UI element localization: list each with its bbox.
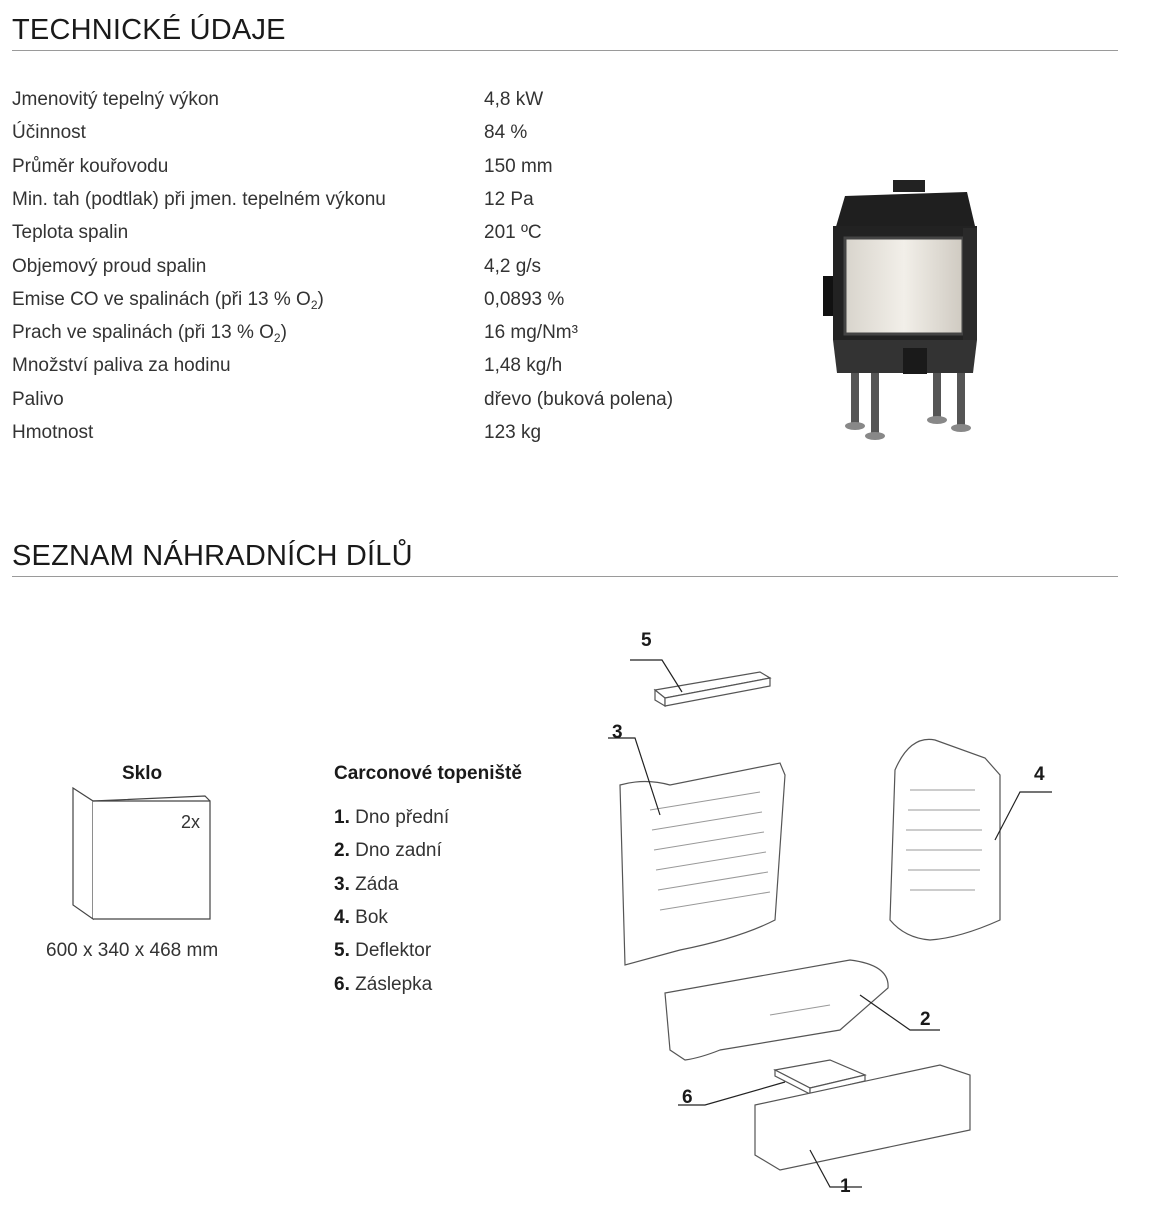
part-name: Dno zadní bbox=[355, 840, 442, 862]
spec-label: Teplota spalin bbox=[12, 222, 129, 244]
part-number: 3. bbox=[334, 873, 350, 895]
callout-3: 3 bbox=[612, 722, 623, 743]
parts-list-item bbox=[334, 840, 442, 862]
spec-label: Účinnost bbox=[12, 122, 86, 144]
part-name: Dno přední bbox=[355, 807, 450, 828]
parts-list-item bbox=[334, 907, 388, 929]
stove-image bbox=[815, 178, 990, 443]
spec-value: 4,2 g/s bbox=[484, 255, 542, 277]
spec-value: 16 mg/Nm³ bbox=[484, 322, 578, 344]
spec-label: Objemový proud spalin bbox=[12, 255, 207, 277]
parts-list-item bbox=[334, 874, 398, 896]
spec-label: Emise CO ve spalinách (při 13 % $O_2$) bbox=[12, 288, 324, 312]
spec-value: 4,8 kW bbox=[484, 89, 544, 110]
part-4-side bbox=[890, 739, 1000, 940]
spec-label: Hmotnost bbox=[12, 422, 94, 443]
spec-value: dřevo (buková polena) bbox=[484, 388, 674, 410]
glass-count: 2x bbox=[181, 812, 201, 832]
spec-value: 123 kg bbox=[484, 422, 542, 443]
spec-label: Průměr kouřovodu bbox=[12, 155, 169, 177]
spec-label: Prach ve spalinách (při 13 % $O_2$) bbox=[12, 322, 287, 346]
spec-value: 84 % bbox=[484, 122, 528, 144]
parts-list-item bbox=[334, 974, 432, 996]
parts-list-item bbox=[334, 940, 431, 962]
part-number: 6. bbox=[334, 973, 350, 995]
spec-label: Palivo bbox=[12, 388, 64, 410]
part-name: Záslepka bbox=[355, 973, 433, 995]
parts-list-item bbox=[334, 807, 449, 829]
part-name: Záda bbox=[355, 873, 399, 895]
part-name: Bok bbox=[355, 906, 388, 928]
callout-5: 5 bbox=[641, 630, 652, 651]
glass-title: Sklo bbox=[122, 763, 163, 784]
callout-4: 4 bbox=[1034, 764, 1045, 785]
technical-divider bbox=[12, 50, 1118, 51]
technical-title: TECHNICKÉ ÚDAJE bbox=[12, 14, 286, 46]
callout-1: 1 bbox=[840, 1176, 851, 1197]
spec-label: Jmenovitý tepelný výkon bbox=[12, 89, 219, 110]
spares-title: SEZNAM NÁHRADNÍCH DÍLŮ bbox=[12, 540, 413, 572]
part-3-back bbox=[620, 763, 785, 965]
spec-label: Množství paliva za hodinu bbox=[12, 355, 231, 377]
callout-6: 6 bbox=[682, 1087, 693, 1108]
part-number: 1. bbox=[334, 807, 350, 828]
spec-value: 0,0893 % bbox=[484, 288, 565, 310]
part-name: Deflektor bbox=[355, 940, 432, 962]
spares-divider bbox=[12, 576, 1118, 577]
spec-label: Min. tah (podtlak) při jmen. tepelném výkonu bbox=[12, 188, 386, 210]
glass-pane-image bbox=[70, 785, 215, 925]
spec-value: 12 Pa bbox=[484, 188, 534, 210]
firebox-title: Carconové topeniště bbox=[334, 763, 522, 784]
part-number: 5. bbox=[334, 940, 350, 962]
spec-value: 201 ºC bbox=[484, 222, 542, 244]
spec-value: 150 mm bbox=[484, 155, 553, 177]
part-number: 4. bbox=[334, 906, 350, 928]
spec-value: 1,48 kg/h bbox=[484, 355, 563, 377]
callout-2: 2 bbox=[920, 1009, 931, 1030]
part-2-rear-floor bbox=[665, 960, 888, 1060]
exploded-diagram bbox=[590, 620, 1070, 1200]
glass-dimensions: 600 x 340 x 468 mm bbox=[46, 940, 219, 961]
part-number: 2. bbox=[334, 840, 350, 862]
